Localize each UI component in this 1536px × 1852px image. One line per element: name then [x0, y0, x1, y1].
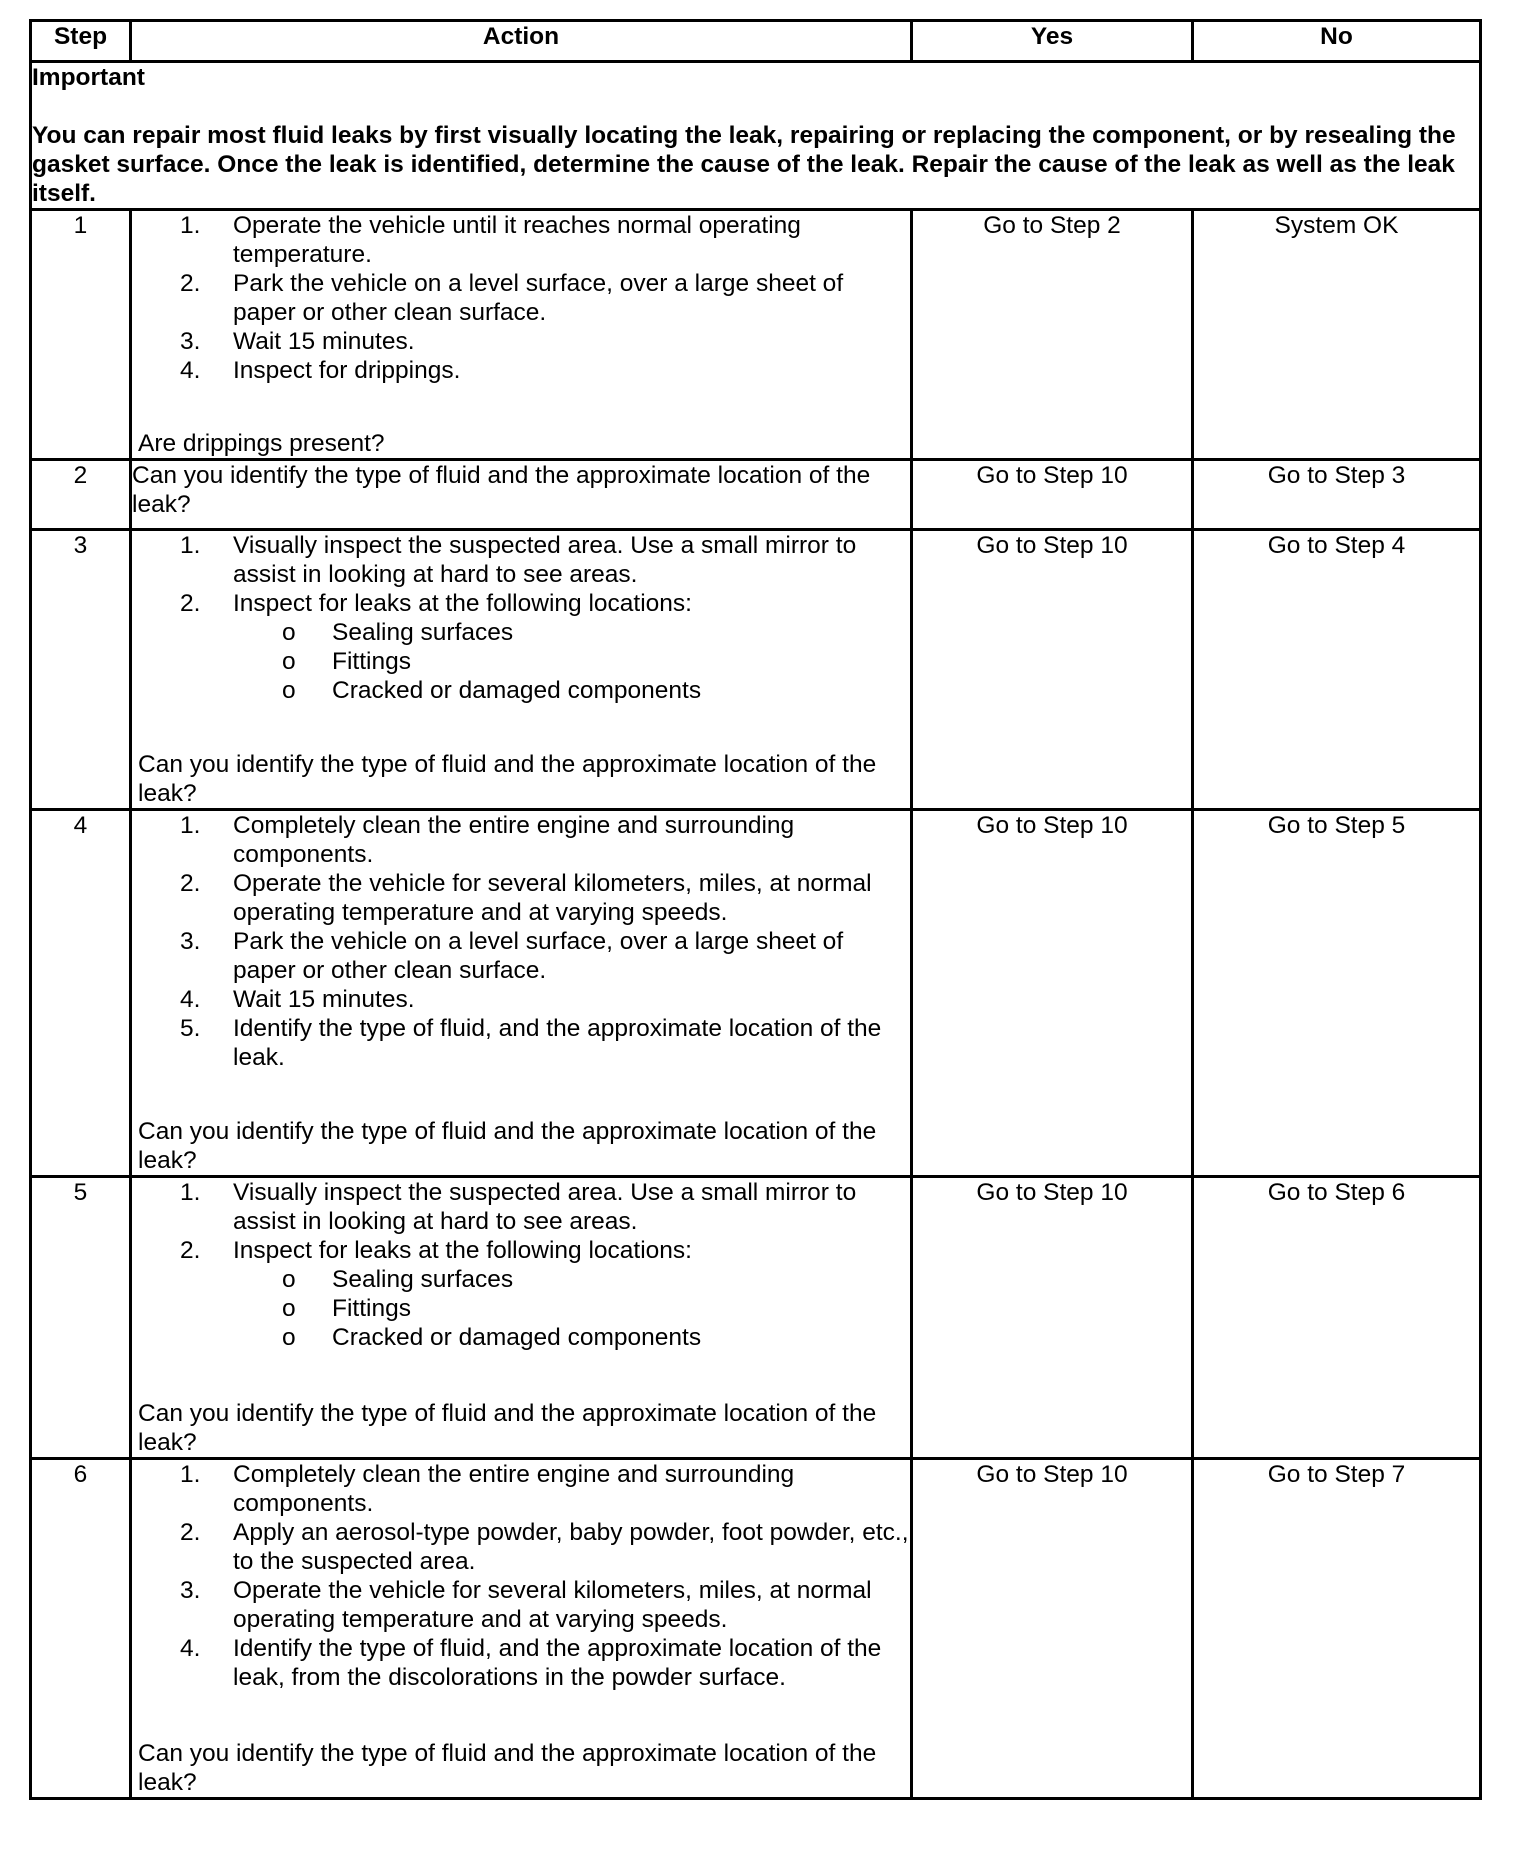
item-text: Visually inspect the suspected area. Use a small mirror to assist in looking at hard to see areas. — [233, 532, 857, 588]
important-note — [31, 62, 1481, 210]
table-row — [31, 1459, 1481, 1799]
list-item — [132, 869, 910, 927]
yes-result: Go to Step 10 — [976, 462, 1128, 489]
item-text: Operate the vehicle for several kilometers, miles, at normal operating temperature and at varying speeds. — [233, 870, 872, 926]
table-row — [31, 460, 1481, 530]
no-result: Go to Step 6 — [1267, 1179, 1406, 1206]
bullet: o — [282, 619, 296, 646]
no-cell — [1193, 210, 1481, 460]
no-cell — [1193, 530, 1481, 810]
bullet: o — [282, 1266, 296, 1293]
item-text: Operate the vehicle for several kilometers, miles, at normal operating temperature and at varying speeds. — [233, 1577, 872, 1633]
yes-result: Go to Step 10 — [976, 1179, 1128, 1206]
sub-item-text: Cracked or damaged components — [332, 677, 702, 704]
action-steps — [132, 811, 910, 1072]
item-text: Completely clean the entire engine and surrounding components. — [233, 812, 795, 868]
action-cell — [131, 810, 912, 1177]
list-item — [132, 985, 910, 1014]
yes-cell — [912, 460, 1193, 530]
yes-cell — [912, 1177, 1193, 1459]
item-text: Apply an aerosol-type powder, baby powder, foot powder, etc., to the suspected area. — [233, 1519, 909, 1575]
list-item — [132, 589, 910, 618]
no-cell — [1193, 810, 1481, 1177]
table-row — [31, 810, 1481, 1177]
header-row — [31, 21, 1481, 62]
item-text: Wait 15 minutes. — [233, 328, 415, 355]
list-item — [132, 811, 910, 869]
item-number: 3. — [180, 928, 201, 955]
item-number: 2. — [180, 270, 201, 297]
item-number: 2. — [180, 1237, 201, 1264]
sub-item — [132, 1265, 910, 1294]
no-cell — [1193, 460, 1481, 530]
item-text: Inspect for drippings. — [233, 357, 461, 384]
header-no: No — [1193, 21, 1481, 62]
step-number: 1 — [31, 210, 131, 460]
yes-cell — [912, 210, 1193, 460]
list-item — [132, 1576, 910, 1634]
action-cell — [131, 460, 912, 530]
question: Are drippings present? — [138, 430, 385, 457]
sub-item-text: Sealing surfaces — [332, 619, 514, 646]
action-cell — [131, 1177, 912, 1459]
yes-cell — [912, 810, 1193, 1177]
important-text: You can repair most fluid leaks by first visually locating the leak, repairing or replacing the component, or by resealing the gasket surface. Once the leak is identified, determine the cause of the leak. Repair the cause of the leak as well as the leak itself. — [32, 122, 1456, 207]
sub-item-text: Cracked or damaged components — [332, 1324, 702, 1351]
yes-result: Go to Step 2 — [983, 212, 1121, 239]
item-number: 2. — [180, 870, 201, 897]
action-cell — [131, 210, 912, 460]
action-steps — [132, 1460, 910, 1692]
list-item — [132, 1634, 910, 1692]
item-text: Wait 15 minutes. — [233, 986, 415, 1013]
sub-item-text: Fittings — [332, 648, 411, 675]
no-result: Go to Step 7 — [1267, 1461, 1406, 1488]
question: Can you identify the type of fluid and the approximate location of the leak? — [138, 751, 877, 807]
item-text: Identify the type of fluid, and the approximate location of the leak. — [233, 1015, 882, 1071]
item-number: 4. — [180, 986, 201, 1013]
yes-result: Go to Step 10 — [976, 812, 1128, 839]
item-number: 3. — [180, 1577, 201, 1604]
item-text: Inspect for leaks at the following locations: — [233, 1237, 692, 1264]
table-row — [31, 530, 1481, 810]
no-result: Go to Step 4 — [1267, 532, 1406, 559]
no-result: Go to Step 5 — [1267, 812, 1406, 839]
item-text: Operate the vehicle until it reaches normal operating temperature. — [233, 212, 801, 268]
item-number: 1. — [180, 1179, 201, 1206]
list-item — [132, 327, 910, 356]
action-cell — [131, 530, 912, 810]
step-number: 2 — [31, 460, 131, 530]
yes-result: Go to Step 10 — [976, 1461, 1128, 1488]
item-number: 2. — [180, 1519, 201, 1546]
sub-item — [132, 1294, 910, 1323]
item-number: 1. — [180, 1461, 201, 1488]
item-number: 1. — [180, 532, 201, 559]
list-item — [132, 1236, 910, 1265]
important-title: Important — [32, 64, 145, 91]
important-row — [31, 62, 1481, 210]
bullet: o — [282, 677, 296, 704]
action-cell — [131, 1459, 912, 1799]
item-number: 2. — [180, 590, 201, 617]
diagnostic-table — [29, 19, 1482, 1800]
list-item — [132, 1014, 910, 1072]
sub-item — [132, 618, 910, 647]
list-item — [132, 269, 910, 327]
action-steps — [132, 531, 910, 618]
sub-item-text: Sealing surfaces — [332, 1266, 514, 1293]
item-number: 3. — [180, 328, 201, 355]
item-text: Visually inspect the suspected area. Use a small mirror to assist in looking at hard to see areas. — [233, 1179, 857, 1235]
step-number: 5 — [31, 1177, 131, 1459]
question: Can you identify the type of fluid and the approximate location of the leak? — [138, 1740, 877, 1796]
table-row — [31, 1177, 1481, 1459]
bullet: o — [282, 1295, 296, 1322]
yes-result: Go to Step 10 — [976, 532, 1128, 559]
list-item — [132, 531, 910, 589]
question: Can you identify the type of fluid and the approximate location of the leak? — [132, 462, 871, 518]
action-steps — [132, 211, 910, 385]
yes-cell — [912, 530, 1193, 810]
sub-list — [132, 618, 910, 705]
item-number: 1. — [180, 812, 201, 839]
bullet: o — [282, 1324, 296, 1351]
sub-item — [132, 647, 910, 676]
step-number: 6 — [31, 1459, 131, 1799]
item-number: 4. — [180, 1635, 201, 1662]
sub-list — [132, 1265, 910, 1352]
list-item — [132, 211, 910, 269]
list-item — [132, 1460, 910, 1518]
list-item — [132, 1518, 910, 1576]
item-text: Park the vehicle on a level surface, over a large sheet of paper or other clean surface. — [233, 928, 844, 984]
step-number: 4 — [31, 810, 131, 1177]
item-text: Completely clean the entire engine and surrounding components. — [233, 1461, 795, 1517]
item-number: 1. — [180, 212, 201, 239]
no-cell — [1193, 1459, 1481, 1799]
question: Can you identify the type of fluid and the approximate location of the leak? — [138, 1400, 877, 1456]
sub-item-text: Fittings — [332, 1295, 411, 1322]
item-text: Park the vehicle on a level surface, over a large sheet of paper or other clean surface. — [233, 270, 844, 326]
header-step: Step — [31, 21, 131, 62]
question: Can you identify the type of fluid and the approximate location of the leak? — [138, 1118, 877, 1174]
action-steps — [132, 1178, 910, 1265]
item-text: Inspect for leaks at the following locations: — [233, 590, 692, 617]
list-item — [132, 1178, 910, 1236]
no-result: Go to Step 3 — [1267, 462, 1406, 489]
table-row — [31, 210, 1481, 460]
sub-item — [132, 1323, 910, 1352]
item-number: 4. — [180, 357, 201, 384]
no-cell — [1193, 1177, 1481, 1459]
no-result: System OK — [1274, 212, 1399, 239]
item-number: 5. — [180, 1015, 201, 1042]
bullet: o — [282, 648, 296, 675]
item-text: Identify the type of fluid, and the approximate location of the leak, from the discolorations in the powder surface. — [233, 1635, 882, 1691]
step-number: 3 — [31, 530, 131, 810]
header-yes: Yes — [912, 21, 1193, 62]
list-item — [132, 927, 910, 985]
yes-cell — [912, 1459, 1193, 1799]
header-action: Action — [131, 21, 912, 62]
list-item — [132, 356, 910, 385]
sub-item — [132, 676, 910, 705]
